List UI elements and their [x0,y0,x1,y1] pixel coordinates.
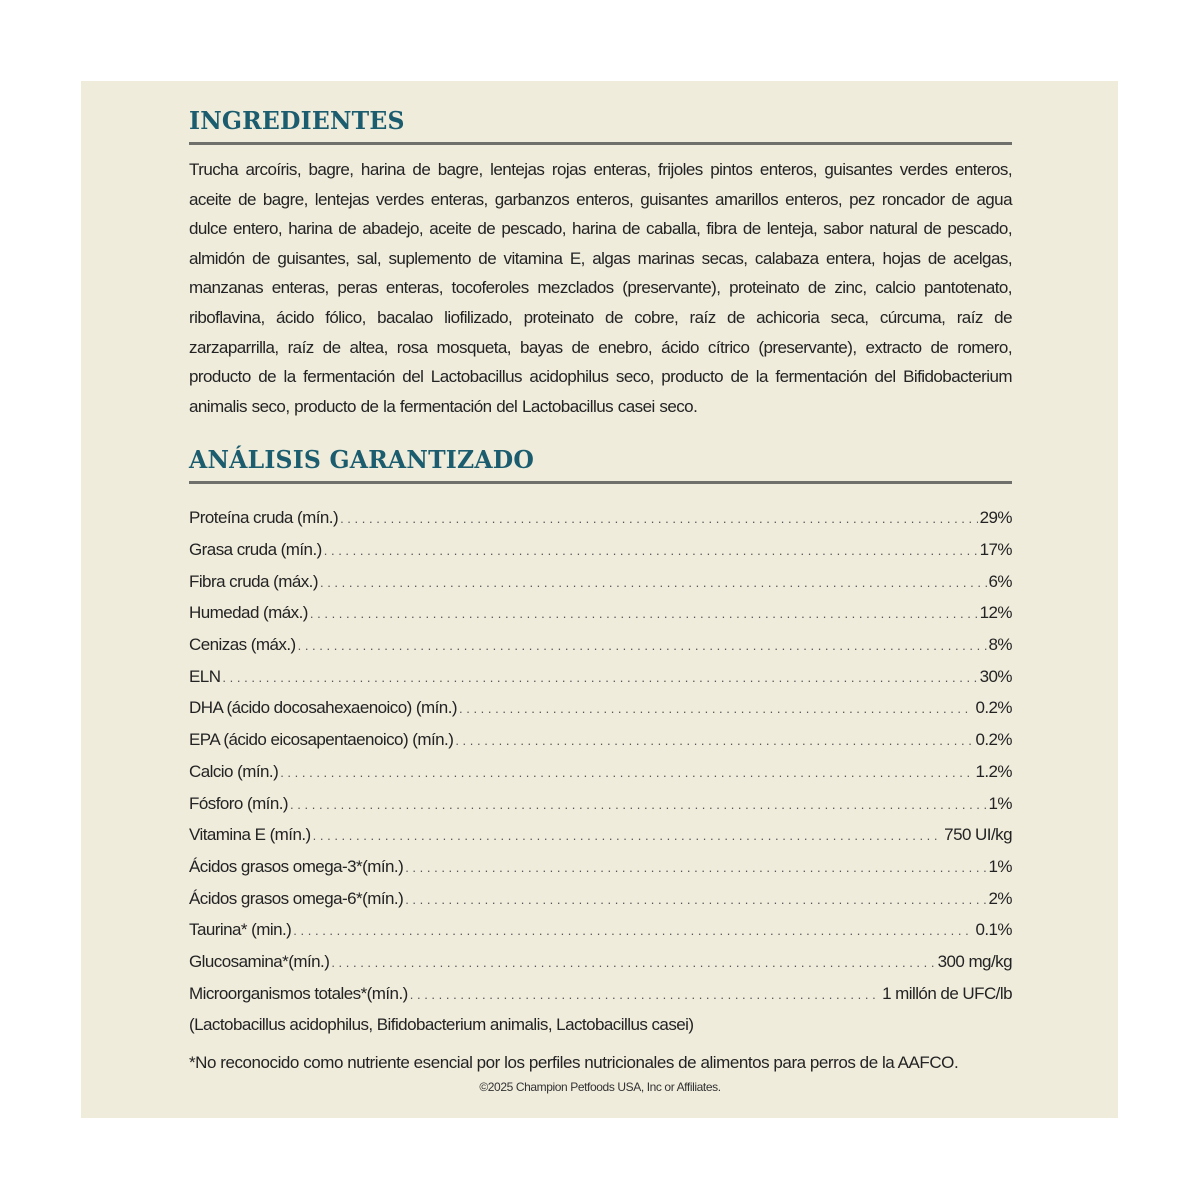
analysis-row [189,597,1012,629]
dot-leader [331,947,935,979]
analysis-row [189,914,1012,946]
aafco-footnote: *No reconocido como nutriente esencial por los perfiles nutricionales de alimentos para perros de la AAFCO. [189,1053,959,1073]
nutrient-value: 29% [979,508,1012,528]
analysis-row [189,788,1012,820]
nutrition-label [189,104,1012,1078]
nutrient-value: 1% [988,793,1012,813]
copyright-notice: ©2025 Champion Petfoods USA, Inc or Affiliates. [479,1080,721,1094]
nutrient-label: Ácidos grasos omega-6*(mín.) [189,888,404,908]
nutrient-label: Fibra cruda (máx.) [189,571,318,591]
dot-leader [459,693,973,725]
nutrient-label: Microorganismos totales*(mín.) [189,983,408,1003]
nutrient-label: Taurina* (min.) [189,920,292,940]
guaranteed-analysis-table [189,502,1012,1041]
nutrient-label: Cenizas (máx.) [189,635,296,655]
analysis-row [189,566,1012,598]
nutrient-value: 1 millón de UFC/lb [882,983,1012,1003]
analysis-row [189,851,1012,883]
nutrient-value: 0.2% [975,730,1012,750]
ingredients-heading: INGREDIENTES [189,106,405,135]
dot-leader [405,852,986,884]
dot-leader [222,662,977,694]
analysis-row [189,534,1012,566]
nutrient-value: 2% [988,888,1012,908]
analysis-row [189,724,1012,756]
dot-leader [405,884,986,916]
dot-leader [324,535,978,567]
nutrient-label: Grasa cruda (mín.) [189,540,322,560]
dot-leader [320,567,987,599]
analysis-heading: ANÁLISIS GARANTIZADO [189,445,535,475]
nutrient-label: Calcio (mín.) [189,761,279,781]
analysis-row [189,692,1012,724]
analysis-row [189,978,1012,1010]
dot-leader [340,503,978,535]
analysis-row [189,756,1012,788]
nutrient-label: Ácidos grasos omega-3*(mín.) [189,856,404,876]
nutrient-value: 0.1% [975,920,1012,940]
analysis-divider [189,481,1012,484]
dot-leader [455,725,973,757]
nutrient-value: 750 UI/kg [944,825,1012,845]
analysis-row [189,883,1012,915]
nutrient-label: Fósforo (mín.) [189,793,289,813]
nutrient-value: 0.2% [975,698,1012,718]
dot-leader [293,915,973,947]
dot-leader [313,820,943,852]
nutrient-label: Vitamina E (mín.) [189,825,311,845]
analysis-row [189,502,1012,534]
nutrient-value: 300 mg/kg [937,951,1012,971]
probiotics-note: (Lactobacillus acidophilus, Bifidobacterium animalis, Lactobacillus casei) [189,1015,694,1035]
analysis-row [189,819,1012,851]
dot-leader [298,630,987,662]
ingredients-divider [189,142,1012,145]
analysis-row [189,661,1012,693]
nutrient-value: 17% [979,540,1012,560]
nutrient-value: 30% [979,666,1012,686]
nutrient-value: 8% [988,635,1012,655]
ingredients-text: Trucha arcoíris, bagre, harina de bagre, lentejas rojas enteras, frijoles pintos enteros, guisantes verdes enteros, aceite de bagre, lentejas verdes enteras, garbanzos enteros, guisantes amarillos enteros, pez roncador de agua dulce entero, harina de abadejo, aceite de pescado, harina de caballa, fibra de lenteja, sabor natural de pescado, almidón de guisantes, sal, suplemento de vitamina E, algas marinas secas, calabaza entera, hojas de acelgas, manzanas enteras, peras enteras, tocoferoles mezclados (preservante), proteinato de zinc, calcio pantotenato, riboflavina, ácido fólico, bacalao liofilizado, proteinato de cobre, raíz de achicoria seca, cúrcuma, raíz de zarzaparrilla, raíz de altea, rosa mosqueta, bayas de enebro, ácido cítrico (preservante), extracto de romero, producto de la fermentación del Lactobacillus acidophilus seco, producto de la fermentación del Bifidobacterium animalis seco, producto de la fermentación del Lactobacillus casei seco. [189,160,1012,416]
nutrient-value: 6% [988,571,1012,591]
analysis-row [189,946,1012,978]
dot-leader [280,757,973,789]
dot-leader [410,979,880,1011]
nutrient-value: 12% [979,603,1012,623]
nutrient-label: Glucosamina*(mín.) [189,951,330,971]
dot-leader [310,598,978,630]
nutrient-value: 1.2% [975,761,1012,781]
nutrient-label: DHA (ácido docosahexaenoico) (mín.) [189,698,457,718]
analysis-row [189,629,1012,661]
nutrient-label: Humedad (máx.) [189,603,308,623]
dot-leader [290,789,986,821]
nutrient-label: ELN [189,666,221,686]
nutrient-label: Proteína cruda (mín.) [189,508,339,528]
nutrient-label: EPA (ácido eicosapentaenoico) (mín.) [189,730,454,750]
nutrient-value: 1% [988,856,1012,876]
